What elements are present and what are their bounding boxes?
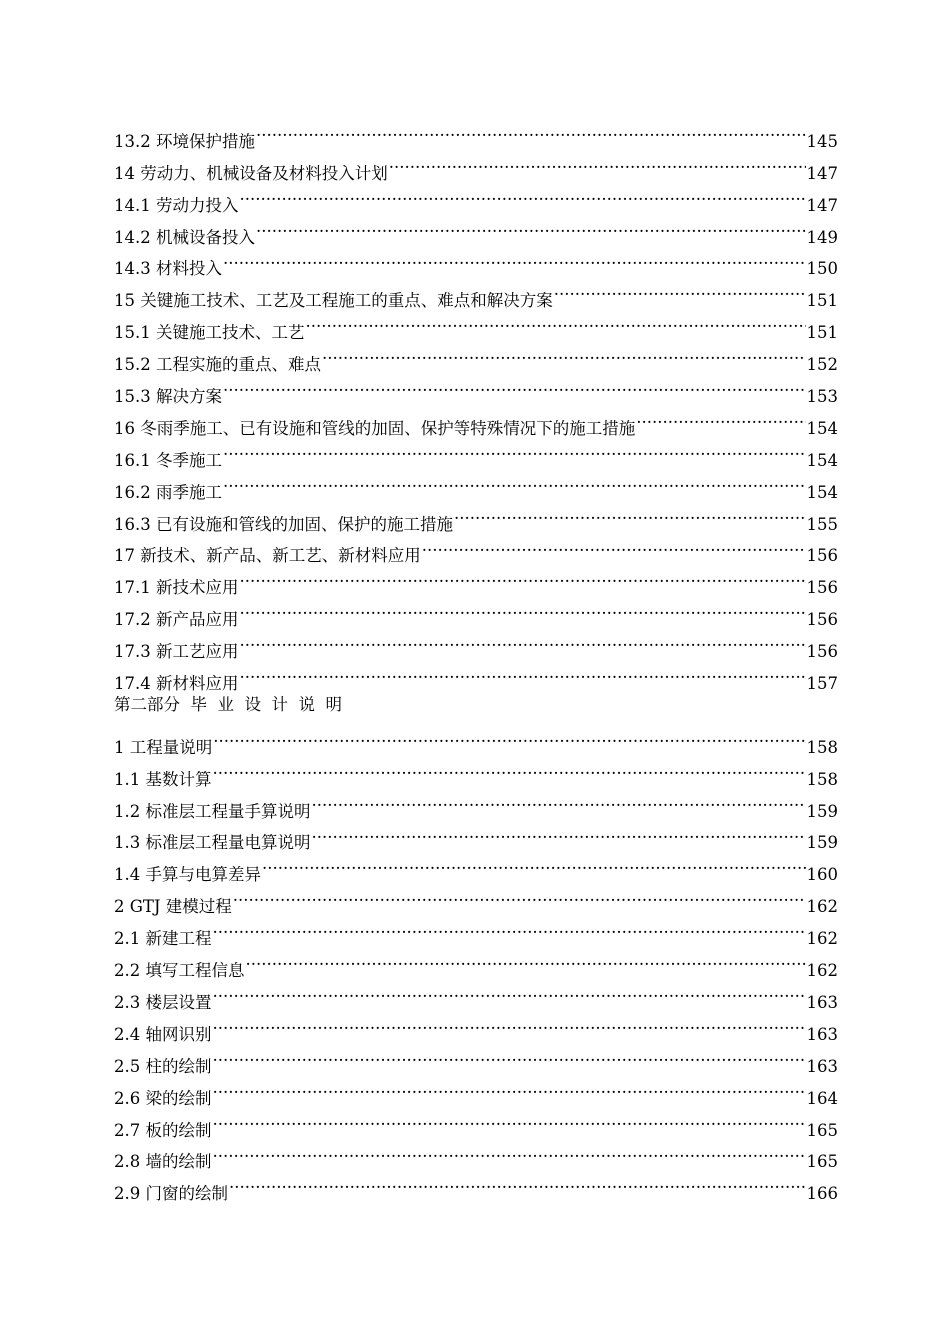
toc-entry-page-number: 159 <box>806 801 838 821</box>
toc-entry-title: 17.4 新材料应用 <box>114 674 239 694</box>
toc-entry-title: 16 冬雨季施工、已有设施和管线的加固、保护等特殊情况下的施工措施 <box>114 418 636 438</box>
toc-entry-page-number: 157 <box>806 674 838 694</box>
toc-entry-title: 2.4 轴网识别 <box>114 1024 212 1044</box>
toc-dot-leader <box>212 1072 807 1104</box>
toc-dot-leader <box>635 402 806 434</box>
toc-entry-title: 15.2 工程实施的重点、难点 <box>114 355 321 375</box>
toc-dot-leader <box>261 848 807 880</box>
toc-entry[interactable] <box>114 1136 838 1172</box>
toc-entry-title: 17.3 新工艺应用 <box>114 642 239 662</box>
toc-entry[interactable] <box>114 785 838 821</box>
toc-entry-page-number: 165 <box>806 1120 838 1140</box>
toc-entry-page-number: 155 <box>806 514 838 534</box>
toc-entry-page-number: 158 <box>806 769 838 789</box>
toc-entry-page-number: 162 <box>806 897 838 917</box>
toc-entry-page-number: 156 <box>806 578 838 598</box>
toc-entry-title: 2.8 墙的绘制 <box>114 1152 212 1172</box>
toc-dot-leader <box>238 657 806 689</box>
toc-entry-title: 1.2 标准层工程量手算说明 <box>114 801 311 821</box>
toc-entry[interactable] <box>114 466 838 502</box>
toc-dot-leader <box>321 338 807 370</box>
part2-heading: 第二部分 毕 业 设 计 说 明 <box>114 695 342 715</box>
toc-entry-title: 14.3 材料投入 <box>114 259 222 279</box>
toc-entry-page-number: 154 <box>806 418 838 438</box>
toc-dot-leader <box>212 1104 807 1136</box>
toc-entry-page-number: 163 <box>806 1024 838 1044</box>
toc-dot-leader <box>222 370 807 402</box>
toc-entry[interactable] <box>114 944 838 981</box>
toc-entry[interactable] <box>114 1072 838 1108</box>
toc-dot-leader <box>304 306 806 338</box>
toc-entry-title: 14.1 劳动力投入 <box>114 195 239 215</box>
toc-entry-page-number: 154 <box>806 450 838 470</box>
toc-entry-title: 15.3 解决方案 <box>114 387 222 407</box>
toc-entry-title: 2.7 板的绘制 <box>114 1120 212 1140</box>
toc-entry-page-number: 150 <box>806 259 838 279</box>
toc-dot-leader <box>255 211 807 243</box>
toc-entry-title: 15 关键施工技术、工艺及工程施工的重点、难点和解决方案 <box>114 291 553 311</box>
toc-entry-title: 16.3 已有设施和管线的加固、保护的施工措施 <box>114 514 453 534</box>
toc-dot-leader <box>212 1040 807 1072</box>
toc-entry-page-number: 154 <box>806 482 838 502</box>
toc-dot-leader <box>245 944 807 976</box>
toc-dot-leader <box>238 561 806 593</box>
toc-entry-page-number: 162 <box>806 961 838 981</box>
toc-dot-leader <box>238 593 806 625</box>
toc-entry[interactable] <box>114 976 838 1012</box>
toc-entry-title: 2.1 新建工程 <box>114 929 212 949</box>
toc-entry[interactable] <box>114 1008 838 1044</box>
toc-entry-title: 1.4 手算与电算差异 <box>114 865 261 885</box>
toc-dot-leader <box>222 466 807 498</box>
toc-entry-title: 16.2 雨季施工 <box>114 482 222 502</box>
toc-entry[interactable] <box>114 243 838 279</box>
toc-entry-title: 1 工程量说明 <box>114 737 213 757</box>
toc-dot-leader <box>232 880 807 912</box>
toc-dot-leader <box>228 1167 807 1199</box>
toc-entry-title: 13.2 环境保护措施 <box>114 131 255 151</box>
toc-entry-title: 17 新技术、新产品、新工艺、新材料应用 <box>114 546 421 566</box>
toc-dot-leader <box>212 753 807 785</box>
toc-entry-page-number: 166 <box>806 1184 838 1204</box>
toc-entry-page-number: 156 <box>806 546 838 566</box>
toc-entry-page-number: 145 <box>806 131 838 151</box>
toc-entry-page-number: 162 <box>806 929 838 949</box>
toc-entry-title: 2 GTJ 建模过程 <box>114 897 232 917</box>
toc-entry[interactable] <box>114 370 838 407</box>
toc-entry-page-number: 163 <box>806 992 838 1012</box>
toc-entry-page-number: 156 <box>806 610 838 630</box>
toc-entry-page-number: 158 <box>806 737 838 757</box>
toc-entry[interactable] <box>114 434 838 470</box>
toc-entry-title: 2.5 柱的绘制 <box>114 1056 212 1076</box>
toc-entry-page-number: 159 <box>806 833 838 853</box>
toc-entry-title: 15.1 关键施工技术、工艺 <box>114 323 305 343</box>
toc-entry-page-number: 151 <box>806 291 838 311</box>
toc-entry[interactable] <box>114 912 838 949</box>
toc-entry[interactable] <box>114 1040 838 1076</box>
toc-entry-page-number: 160 <box>806 865 838 885</box>
toc-entry[interactable] <box>114 1167 838 1204</box>
toc-entry-title: 16.1 冬季施工 <box>114 450 222 470</box>
toc-entry[interactable] <box>114 721 838 757</box>
toc-dot-leader <box>238 179 806 211</box>
toc-dot-leader <box>222 243 807 275</box>
toc-entry[interactable] <box>114 402 838 438</box>
toc-entry-page-number: 147 <box>806 195 838 215</box>
toc-entry-title: 14 劳动力、机械设备及材料投入计划 <box>114 163 388 183</box>
toc-dot-leader <box>255 115 807 147</box>
toc-entry-title: 1.3 标准层工程量电算说明 <box>114 833 311 853</box>
toc-dot-leader <box>212 1008 807 1040</box>
toc-entry-title: 2.2 填写工程信息 <box>114 961 245 981</box>
toc-entry-title: 17.2 新产品应用 <box>114 610 239 630</box>
toc-entry[interactable] <box>114 753 838 789</box>
toc-entry-title: 14.2 机械设备投入 <box>114 227 255 247</box>
toc-entry-title: 17.1 新技术应用 <box>114 578 239 598</box>
toc-dot-leader <box>553 274 807 306</box>
toc-dot-leader <box>453 498 807 530</box>
toc-entry[interactable] <box>114 498 838 534</box>
toc-entry[interactable] <box>114 115 838 151</box>
toc-dot-leader <box>388 147 807 179</box>
toc-dot-leader <box>421 530 807 562</box>
toc-entry-page-number: 151 <box>806 323 838 343</box>
toc-entry-title: 1.1 基数计算 <box>114 769 212 789</box>
toc-entry[interactable] <box>114 1104 838 1140</box>
toc-entry-page-number: 163 <box>806 1056 838 1076</box>
table-of-contents <box>114 115 838 1204</box>
toc-part2-list <box>114 721 838 1204</box>
toc-dot-leader <box>212 721 806 753</box>
toc-entry-title: 2.6 梁的绘制 <box>114 1088 212 1108</box>
toc-entry-title: 2.9 门窗的绘制 <box>114 1184 228 1204</box>
toc-entry-page-number: 147 <box>806 163 838 183</box>
toc-part1-list <box>114 115 838 694</box>
toc-dot-leader <box>311 817 807 849</box>
toc-dot-leader <box>212 912 807 944</box>
toc-entry-page-number: 153 <box>806 387 838 407</box>
toc-dot-leader <box>222 434 807 466</box>
toc-dot-leader <box>311 785 807 817</box>
toc-entry-page-number: 149 <box>806 227 838 247</box>
toc-entry[interactable] <box>114 274 838 311</box>
toc-entry-page-number: 152 <box>806 355 838 375</box>
toc-entry-title: 2.3 楼层设置 <box>114 992 212 1012</box>
toc-entry-page-number: 156 <box>806 642 838 662</box>
toc-dot-leader <box>238 625 806 657</box>
toc-dot-leader <box>212 1136 807 1168</box>
toc-dot-leader <box>212 976 807 1008</box>
toc-entry-page-number: 164 <box>806 1088 838 1108</box>
toc-entry-page-number: 165 <box>806 1152 838 1172</box>
